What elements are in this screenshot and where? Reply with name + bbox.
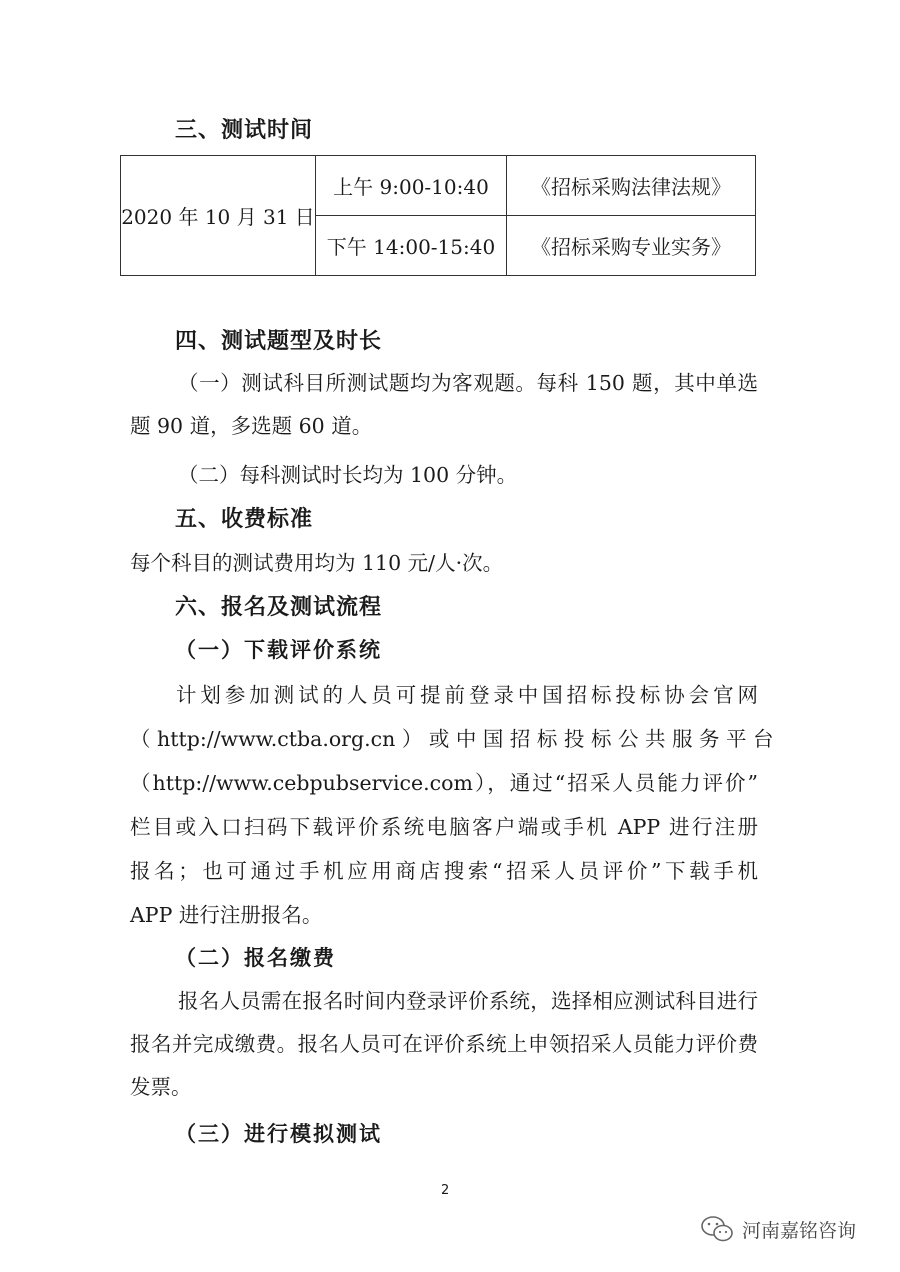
watermark-text: 河南嘉铭咨询 [742,1219,857,1242]
section-5-paragraph: 每个科目的测试费用均为 110 元/人·次。 [130,551,504,575]
section-3-title: 三、测试时间 [175,118,314,143]
section-6-sub-2-paragraph: 报名人员需在报名时间内登录评价系统，选择相应测试科目进行报名并完成缴费。报名人员可在评价系统上申领招采人员能力评价费发票。 [130,989,758,1099]
section-4-paragraph-1: （一）测试科目所测试题均为客观题。每科 150 题，其中单选题 90 道，多选题 60 道。 [130,371,758,438]
wechat-icon [700,1214,734,1244]
schedule-date: 2020 年 10 月 31 日 [121,156,316,276]
sub-1-line-2: （ http://www.ctba.org.cn ） 或 中 国 招 标 投 标 公 共 服 务 平 台 [130,727,774,751]
sub-1-line-5: 报名；也可通过手机应用商店搜索“招采人员评价”下载手机 [130,859,758,883]
section-6-title: 六、报名及测试流程 [175,595,383,620]
sub-1-line-4: 栏目或入口扫码下载评价系统电脑客户端或手机 APP 进行注册 [130,815,758,839]
schedule-subject-afternoon: 《招标采购专业实务》 [507,216,756,276]
section-5-title: 五、收费标准 [175,507,314,532]
schedule-table [120,155,756,276]
sub-1-line-1: 计划参加测试的人员可提前登录中国招标投标协会官网 [176,683,758,707]
section-4-title: 四、测试题型及时长 [175,329,383,354]
sub-1-line-6: APP 进行注册报名。 [130,903,323,927]
section-6-sub-3-title: （三）进行模拟测试 [175,1122,382,1146]
schedule-subject-morning: 《招标采购法律法规》 [507,156,756,216]
schedule-time-morning: 上午 9:00-10:40 [316,156,507,216]
sub-1-line-3: （http://www.cebpubservice.com），通过“招采人员能力评价” [130,771,758,795]
section-4-paragraph-2: （二）每科测试时长均为 100 分钟。 [178,463,518,487]
section-6-sub-1-title: （一）下载评价系统 [175,638,382,662]
wechat-watermark [700,1214,856,1244]
schedule-time-afternoon: 下午 14:00-15:40 [316,216,507,276]
page-number: 2 [441,1183,450,1198]
section-6-sub-2-title: （二）报名缴费 [175,946,336,970]
